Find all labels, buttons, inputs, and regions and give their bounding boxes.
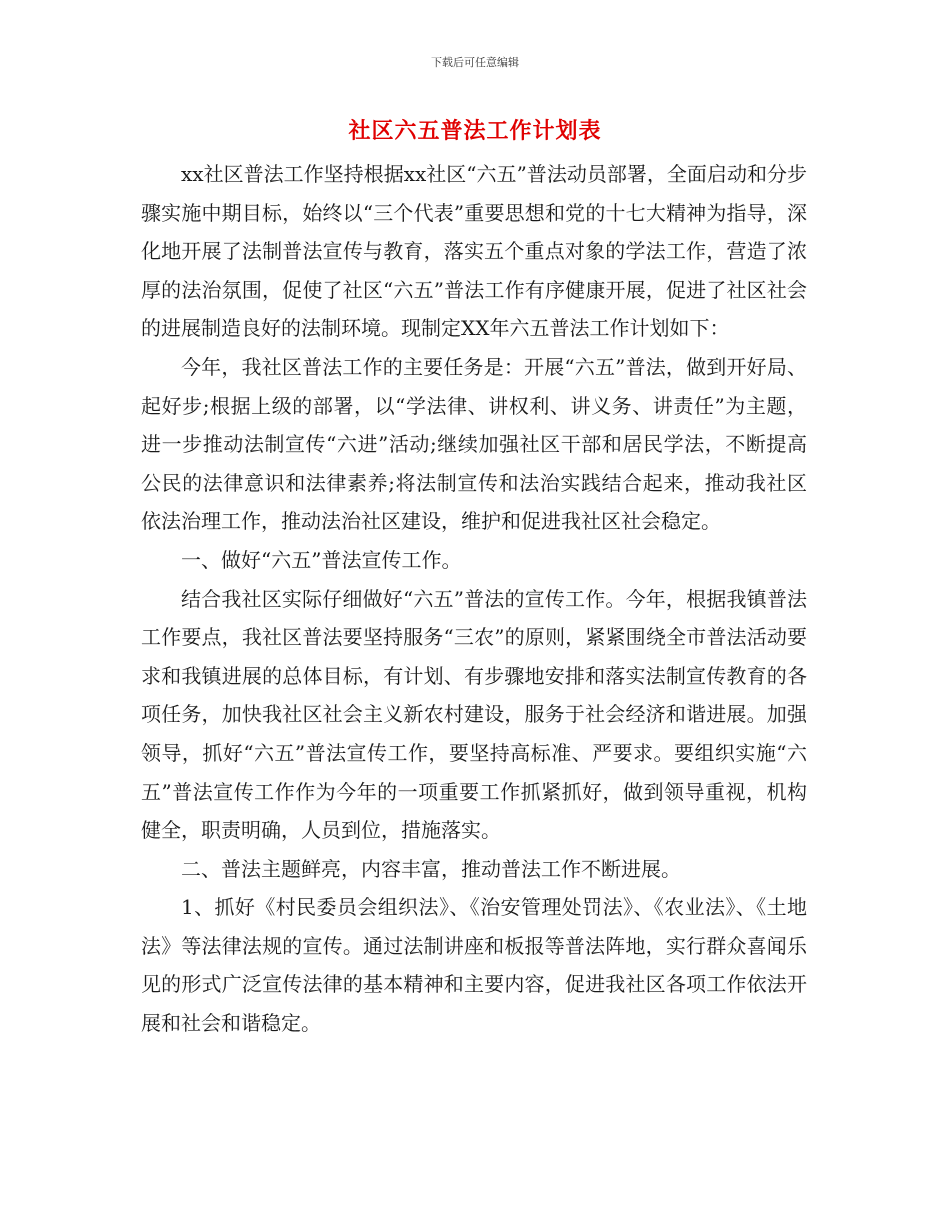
paragraph-main-task: 今年，我社区普法工作的主要任务是：开展“六五”普法，做到开好局、起好步;根据上级的部署，以“学法律、讲权利、讲义务、讲责任”为主题，进一步推动法制宣传“六进”活动;继续加强社区干部和居民学法，不断提高公民的法律意识和法律素养;将法制宣传和法治实践结合起来，推动我社区依法治理工作，推动法治社区建设，维护和促进我社区社会稳定。: [141, 354, 807, 534]
document-title: 社区六五普法工作计划表: [348, 119, 602, 144]
document-body: [141, 155, 807, 1043]
paragraph-intro: xx社区普法工作坚持根据xx社区“六五”普法动员部署，全面启动和分步骤实施中期目标，始终以“三个代表”重要思想和党的十七大精神为指导，深化地开展了法制普法宣传与教育，落实五个重点对象的学法工作，营造了浓厚的法治氛围，促使了社区“六五”普法工作有序健康开展，促进了社区社会的进展制造良好的法制环境。现制定XX年六五普法工作计划如下：: [141, 162, 807, 341]
section-heading-1: 一、做好“六五”普法宣传工作。: [181, 547, 462, 572]
section-heading-2: 二、普法主题鲜亮，内容丰富，推动普法工作不断进展。: [181, 856, 681, 881]
header-note: 下载后可任意编辑: [431, 56, 519, 69]
paragraph-item-1: 1、抓好《村民委员会组织法》、《治安管理处罚法》、《农业法》、《土地法》等法律法规的宣传。通过法制讲座和板报等普法阵地，实行群众喜闻乐见的形式广泛宣传法律的基本精神和主要内容，促进我社区各项工作依法开展和社会和谐稳定。: [141, 895, 807, 1036]
paragraph-section-1: 结合我社区实际仔细做好“六五”普法的宣传工作。今年，根据我镇普法工作要点，我社区普法要坚持服务“三农”的原则，紧紧围绕全市普法活动要求和我镇进展的总体目标，有计划、有步骤地安排和落实法制宣传教育的各项任务，加快我社区社会主义新农村建设，服务于社会经济和谐进展。加强领导，抓好“六五”普法宣传工作，要坚持高标准、严要求。要组织实施“六五”普法宣传工作作为今年的一项重要工作抓紧抓好，做到领导重视，机构健全，职责明确，人员到位，措施落实。: [141, 586, 807, 843]
